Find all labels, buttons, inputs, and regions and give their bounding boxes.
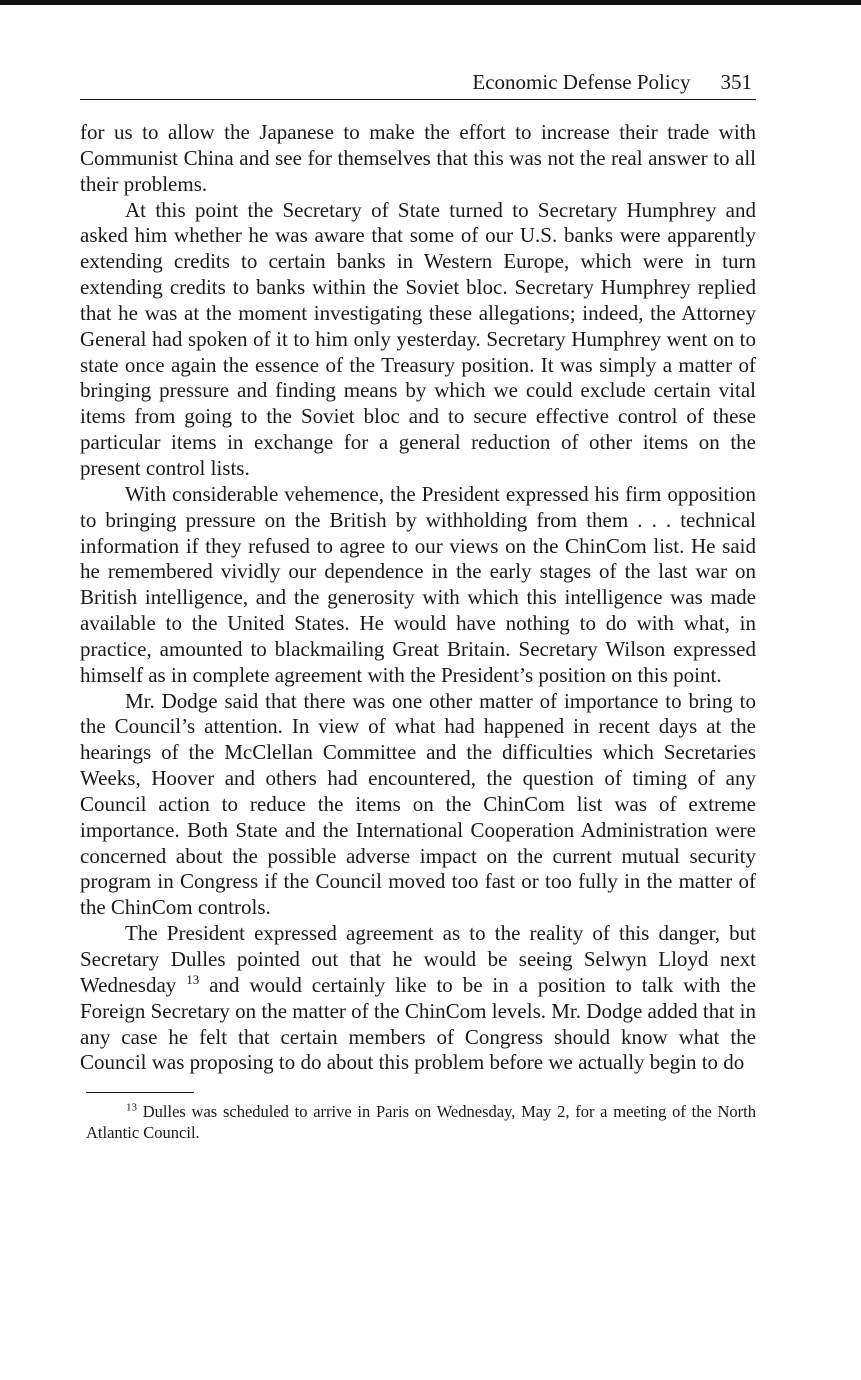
footnote-rule bbox=[86, 1092, 194, 1093]
book-page bbox=[80, 70, 756, 1143]
paragraph-3: With considerable vehemence, the President expressed his firm opposition to bringing pressure on the British by withholding from them . . . technical information if they refused to agree to our views on the ChinCom list. He said he remembered vividly our dependence in the early stages of the last war on British intelligence, and the generosity with which this intelligence was made available to the United States. He would have nothing to do with what, in practice, amounted to blackmailing Great Britain. Secretary Wilson expressed himself as in complete agreement with the President’s position on this point. bbox=[80, 481, 756, 687]
running-head bbox=[80, 70, 756, 98]
paragraph-4: Mr. Dodge said that there was one other matter of importance to bring to the Council’s attention. In view of what had happened in recent days at the hearings of the McClellan Committee and the difficulties which Secretaries Weeks, Hoover and others had encountered, the question of timing of any Council action to reduce the items on the ChinCom list was of extreme importance. Both State and the International Cooperation Administration were concerned about the possible adverse impact on the current mutual security program in Congress if the Council moved too fast or too fully in the matter of the ChinCom controls. bbox=[80, 688, 756, 920]
paragraph-5-text-b: and would certainly like to be in a position to talk with the Foreign Secretary on the matter of the ChinCom levels. Mr. Dodge added that in any case he felt that certain members of Congress should know what the Council was proposing to do about this problem before we actually begin to do bbox=[80, 972, 756, 1075]
paragraph-2: At this point the Secretary of State turned to Secretary Humphrey and asked him whether he was aware that some of our U.S. banks were apparently extending credits to certain banks in Western Europe, which were in turn extending credits to banks within the Soviet bloc. Secretary Humphrey replied that he was at the moment investigating these allegations; indeed, the Attorney General had spoken of it to him only yesterday. Secretary Humphrey went on to state once again the essence of the Treasury position. It was simply a matter of bringing pressure and finding means by which we could exclude certain vital items from going to the Soviet bloc and to secure effective control of these particular items in exchange for a general reduction of other items on the present control lists. bbox=[80, 197, 756, 480]
footnote-text: Dulles was scheduled to arrive in Paris on Wednesday, May 2, for a meeting of the North Atlantic Council. bbox=[86, 1102, 756, 1143]
footnote-number: 13 bbox=[126, 1101, 137, 1114]
footnote-13 bbox=[80, 1101, 756, 1143]
paragraph-5-text-a: The President expressed agreement as to the reality of this danger, but Secretary Dulles pointed out that he would be seeing Selwyn Lloyd next Wednesday bbox=[80, 921, 756, 997]
paragraph-1: for us to allow the Japanese to make the effort to increase their trade with Communist China and see for themselves that this was not the real answer to all their problems. bbox=[80, 120, 756, 196]
paragraph-5 bbox=[80, 921, 756, 1076]
page-number: 351 bbox=[720, 70, 752, 94]
running-head-title: Economic Defense Policy bbox=[472, 70, 691, 94]
footnote-reference-13: 13 bbox=[186, 971, 200, 987]
header-rule bbox=[80, 99, 756, 100]
body-text bbox=[80, 120, 756, 1076]
page-top-edge bbox=[0, 0, 861, 5]
